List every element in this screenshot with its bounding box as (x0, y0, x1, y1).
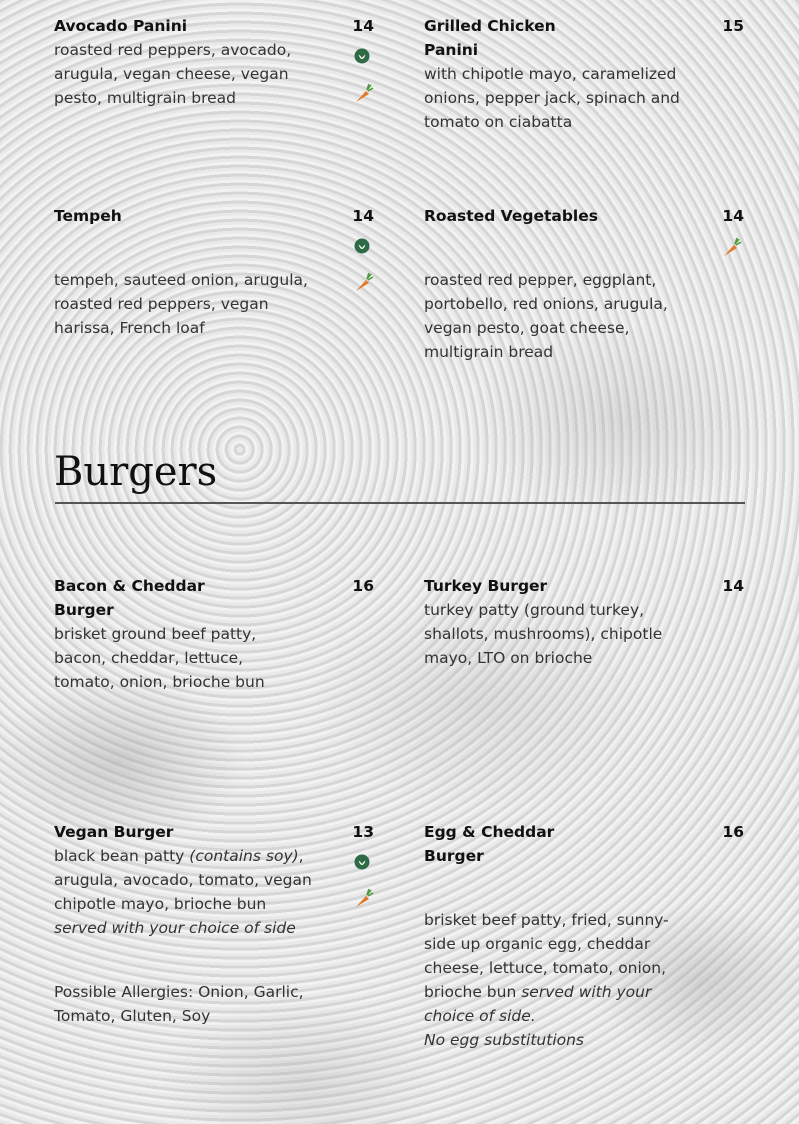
item-description: turkey patty (ground turkey, shallots, mushrooms), chipotle mayo, LTO on brioche (424, 601, 663, 667)
item-price: 13 (352, 823, 374, 841)
menu-item-turkey-burger (424, 574, 744, 674)
section-title-burgers: Burgers (54, 449, 218, 495)
item-description: roasted red pepper, eggplant, portobello, red onions, arugula, vegan pesto, goat cheese, multigrain bread (424, 271, 668, 361)
menu-item-bacon-cheddar-burger (54, 574, 374, 694)
item-allergies: Possible Allergies: Onion, Garlic, Tomato, Gluten, Soy (54, 983, 304, 1025)
vegan-icon (354, 854, 370, 870)
vegan-icon (354, 238, 370, 254)
menu-item-avocado-panini (54, 14, 374, 114)
vegetarian-icon (354, 888, 374, 908)
menu-item-tempeh (54, 204, 374, 344)
item-price: 14 (722, 207, 744, 225)
vegetarian-icon (354, 272, 374, 292)
menu-item-grilled-chicken-panini (424, 14, 744, 164)
item-price: 14 (352, 207, 374, 225)
section-divider (55, 502, 745, 504)
item-name: Grilled Chicken Panini (424, 17, 556, 59)
item-price: 14 (352, 17, 374, 35)
item-description: tempeh, sauteed onion, arugula, roasted red peppers, vegan harissa, French loaf (54, 271, 308, 337)
item-description: brisket ground beef patty, bacon, cheddar, lettuce, tomato, onion, brioche bun (54, 625, 265, 691)
vegetarian-icon (354, 83, 374, 103)
item-name: Egg & Cheddar Burger (424, 823, 555, 865)
vegan-icon (354, 48, 370, 64)
item-name: Bacon & Cheddar Burger (54, 577, 205, 619)
item-price: 15 (722, 17, 744, 35)
item-description: brisket beef patty, fried, sunny-side up organic egg, cheddar cheese, lettuce, tomato, onion, brioche bun served with your choice of side. No egg substitutions (424, 911, 669, 1049)
menu-item-roasted-vegetables (424, 204, 744, 364)
menu-item-vegan-burger (54, 820, 374, 1030)
item-name: Tempeh (54, 207, 122, 225)
item-price: 14 (722, 577, 744, 595)
item-description: with chipotle mayo, caramelized onions, pepper jack, spinach and tomato on ciabatta (424, 65, 680, 131)
item-description: roasted red peppers, avocado, arugula, vegan cheese, vegan pesto, multigrain bread (54, 41, 292, 107)
item-price: 16 (352, 577, 374, 595)
item-name: Avocado Panini (54, 17, 188, 35)
item-name: Vegan Burger (54, 823, 174, 841)
item-price: 16 (722, 823, 744, 841)
menu-item-egg-cheddar-burger (424, 820, 744, 1060)
item-description: black bean patty (contains soy), arugula, avocado, tomato, vegan chipotle mayo, brioche bun served with your choice of side (54, 847, 312, 937)
item-name: Turkey Burger (424, 577, 548, 595)
vegetarian-icon (722, 237, 742, 257)
item-name: Roasted Vegetables (424, 207, 598, 225)
